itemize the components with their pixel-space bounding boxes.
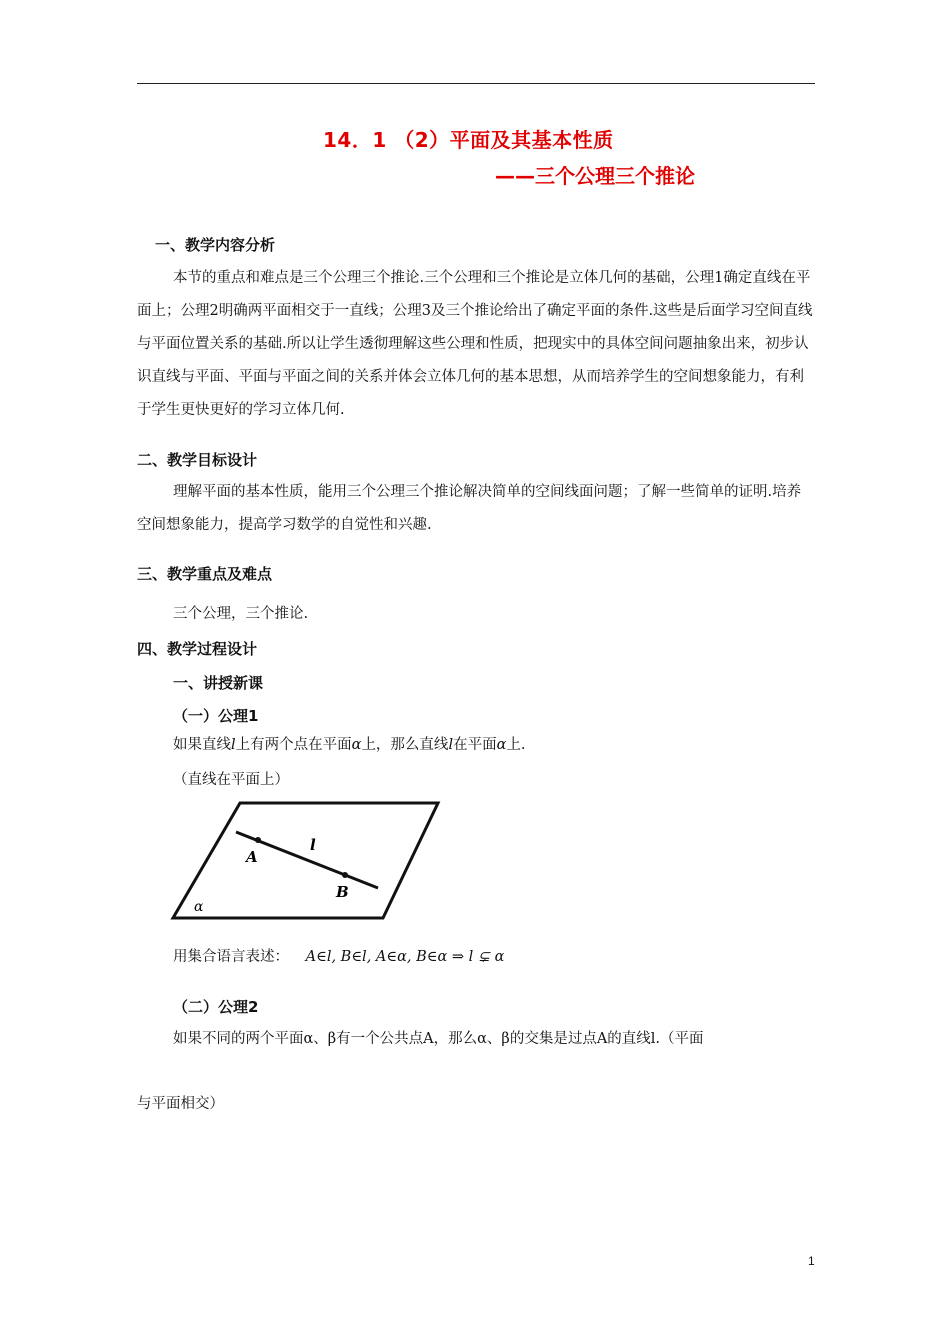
point-b	[342, 872, 348, 878]
label-l: l	[310, 836, 316, 854]
axiom1-set-expression: 用集合语言表述： A∈l, B∈l, A∈α, B∈α ⇒ l ⊊ α	[173, 949, 505, 965]
section4-heading: 四、教学过程设计	[137, 640, 258, 658]
section1-body: 本节的重点和难点是三个公理三个推论.三个公理和三个推论是立体几何的基础，公理1确定直线在平面上；公理2明确两平面相交于一直线；公理3及三个推论给出了确定平面的条件.这些是后面学习空间直线与平面位置关系的基础.所以让学生透彻理解这些公理和性质，把现实中的具体空间问题抽象出来，初步认识直线与平面、平面与平面之间的关系并体会立体几何的基本思想，从而培养学生的空间想象能力，有利于学生更快更好的学习立体几何.	[137, 270, 813, 418]
axiom1-note: （直线在平面上）	[173, 772, 289, 788]
point-a	[255, 837, 261, 843]
axiom1-statement: 如果直线l上有两个点在平面α上，那么直线l在平面α上.	[173, 737, 526, 753]
section2-body: 理解平面的基本性质，能用三个公理三个推论解决简单的空间线面问题；了解一些简单的证明.培养空间想象能力，提高学习数学的自觉性和兴趣.	[137, 484, 802, 533]
page-title: 14．1 （2）平面及其基本性质	[323, 128, 614, 152]
label-b: B	[336, 883, 349, 901]
page-subtitle: ——三个公理三个推论	[495, 164, 695, 188]
axiom1-heading: （一）公理1	[173, 707, 259, 725]
page-number: 1	[808, 1254, 815, 1268]
axiom2-heading: （二）公理2	[173, 998, 259, 1016]
axiom1-figure	[170, 800, 445, 925]
section3-body: 三个公理，三个推论.	[173, 606, 309, 622]
section1-heading: 一、教学内容分析	[155, 236, 276, 254]
axiom2-statement-line1: 如果不同的两个平面α、β有一个公共点A，那么α、β的交集是过点A的直线l.（平面	[173, 1031, 704, 1047]
section3-heading: 三、教学重点及难点	[137, 565, 273, 583]
lecture-subheading: 一、讲授新课	[173, 674, 264, 692]
section2-heading: 二、教学目标设计	[137, 451, 258, 469]
label-alpha: α	[194, 899, 204, 915]
axiom2-statement-line2: 与平面相交）	[137, 1096, 224, 1112]
label-a: A	[246, 848, 258, 866]
header-rule	[137, 83, 815, 84]
